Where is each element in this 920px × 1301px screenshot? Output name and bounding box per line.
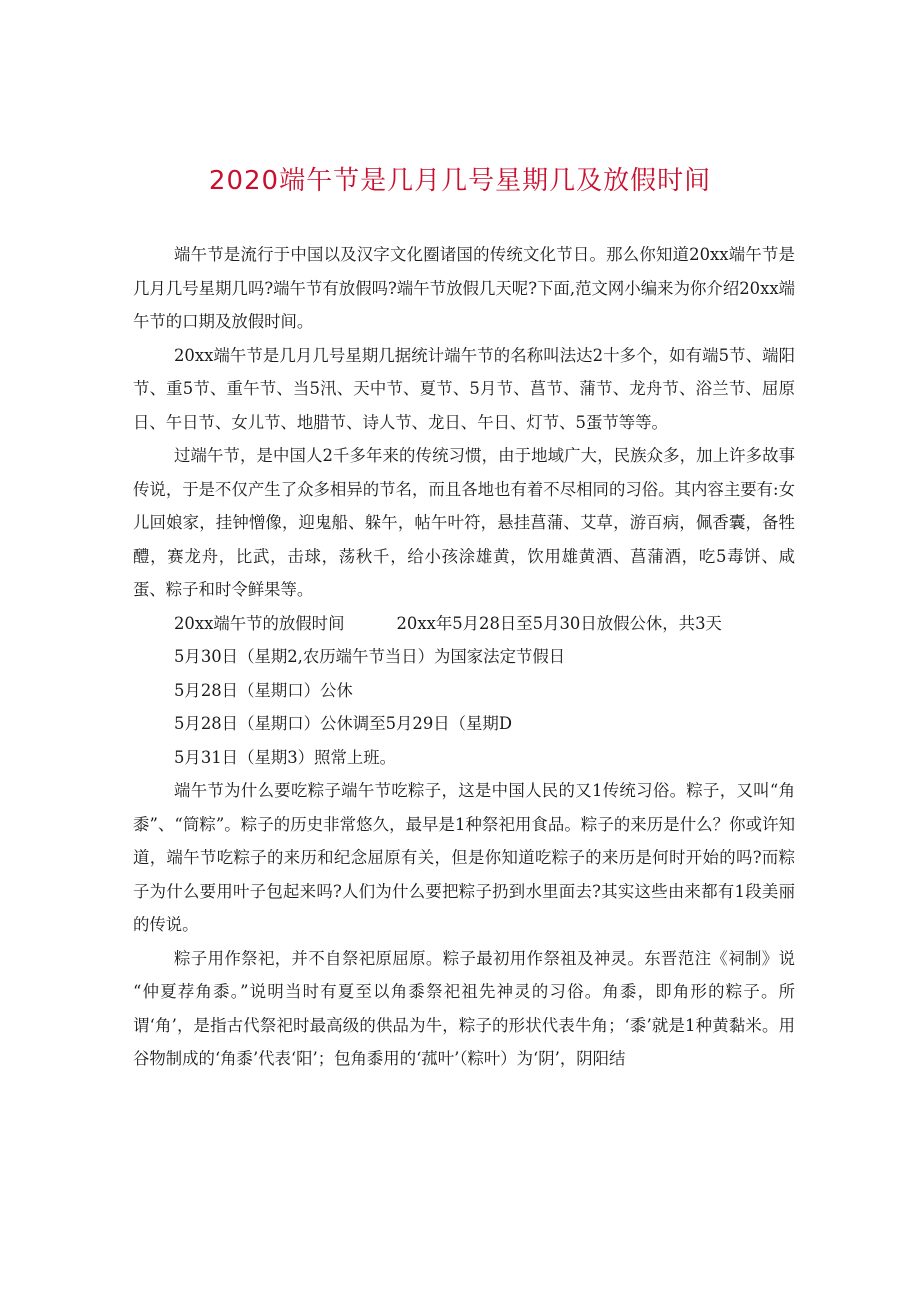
- paragraph-zongzi-sacrifice: 粽子用作祭祀，并不自祭祀原屈原。粽子最初用作祭祖及神灵。东晋范注《祠制》说 “仲夏荐角黍。”说明当时有夏至以角黍祭祀祖先神灵的习俗。角黍，即角形的粽子。所谓‘角’，是指古代祭祀时最高级的供品为牛，粽子的形状代表牛角；‘黍’就是1种黄黏米。用谷物制成的‘角黍’代表‘阳’；包角黍用的‘菰叶’（粽叶）为‘阴’，阴阳结: [133, 948, 795, 1068]
- paragraph-zongzi-origin: 端午节为什么要吃粽子端午节吃粽子，这是中国人民的又1传统习俗。粽子，又叫“角黍”、“筒粽”。粽子的历史非常悠久，最早是1种祭祀用食品。粽子的来历是什么？你或许知道，端午节吃粽子的来历和纪念屈原有关，但是你知道吃粽子的来历是何时开始的吗?而粽子为什么要用叶子包起来吗?人们为什么要把粽子扔到水里面去?其实这些由来都有1段美丽的传说。: [133, 781, 795, 934]
- holiday-line: 5月28日（星期口）公休调至5月29日（星期D: [174, 714, 512, 733]
- paragraph-intro: 端午节是流行于中国以及汉字文化圈诸国的传统文化节日。那么你知道20xx端午节是几月几号星期几吗?端午节有放假吗?端午节放假几天呢?下面,范文网小编来为你介绍20xx端午节的口期及放假时间。: [133, 245, 795, 331]
- document-body: [133, 238, 795, 1076]
- holiday-line: 5月30日（星期2,农历端午节当日）为国家法定节假日: [174, 647, 566, 666]
- holiday-range: 20xx年5月28日至5月30日放假公休，共3天: [396, 613, 722, 633]
- holiday-line: 5月31日（星期3）照常上班。: [174, 747, 397, 767]
- paragraph-names: 20xx端午节是几月几号星期几据统计端午节的名称叫法达2十多个，如有端5节、端阳节、重5节、重午节、当5汛、天中节、夏节、5月节、菖节、蒲节、龙舟节、浴兰节、屈原日、午日节、女儿节、地腊节、诗人节、龙日、午日、灯节、5蛋节等等。: [133, 345, 795, 432]
- document-title: 2020端午节是几月几号星期几及放假时间: [208, 166, 712, 196]
- paragraph-customs: 过端午节，是中国人2千多年来的传统习惯，由于地域广大，民族众多，加上许多故事传说，于是不仅产生了众多相异的节名，而且各地也有着不尽相同的习俗。其内容主要有:女儿回娘家，挂钟憎像，迎鬼船、躲午，帖午叶符，悬挂菖蒲、艾草，游百病，佩香囊，备牲醴，赛龙舟，比武，击球，荡秋千，给小孩涂雄黄，饮用雄黄酒、菖蒲酒，吃5毒饼、咸蛋、粽子和时令鲜果等。: [133, 446, 795, 599]
- holiday-summary: [133, 607, 795, 641]
- holiday-label: 20xx端午节的放假时间: [174, 613, 345, 633]
- holiday-line: 5月28日（星期口）公休: [174, 680, 353, 700]
